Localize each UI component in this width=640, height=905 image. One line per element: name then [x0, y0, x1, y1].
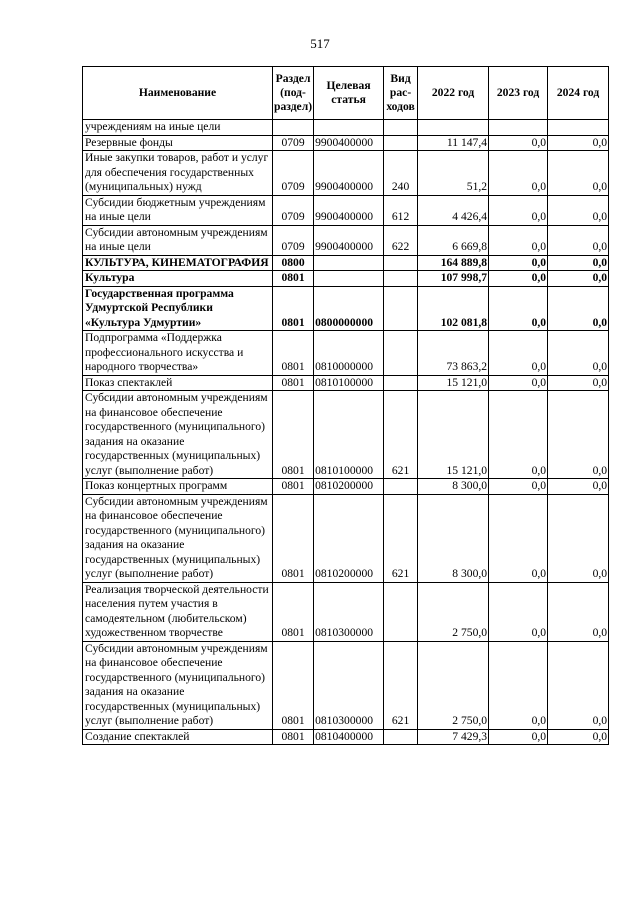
row-name: учреждениям на иные цели [83, 120, 273, 136]
row-value-2023: 0,0 [489, 225, 548, 255]
row-section: 0709 [273, 225, 314, 255]
row-section: 0709 [273, 151, 314, 196]
table-row [83, 286, 609, 331]
row-value-2022: 2 750,0 [418, 582, 489, 641]
row-value-2023: 0,0 [489, 582, 548, 641]
table-row [83, 271, 609, 287]
row-expense-type: 621 [384, 641, 418, 729]
table-row [83, 582, 609, 641]
row-target: 9900400000 [314, 151, 384, 196]
row-value-2022: 51,2 [418, 151, 489, 196]
row-value-2023: 0,0 [489, 195, 548, 225]
row-target [314, 271, 384, 287]
row-value-2022: 8 300,0 [418, 494, 489, 582]
row-target: 0800000000 [314, 286, 384, 331]
row-section: 0801 [273, 582, 314, 641]
row-value-2023: 0,0 [489, 494, 548, 582]
row-target: 9900400000 [314, 195, 384, 225]
row-target: 0810000000 [314, 331, 384, 376]
table-row [83, 255, 609, 271]
row-value-2023: 0,0 [489, 271, 548, 287]
row-expense-type: 612 [384, 195, 418, 225]
row-value-2023 [489, 120, 548, 136]
row-value-2022: 6 669,8 [418, 225, 489, 255]
row-section [273, 120, 314, 136]
row-name: КУЛЬТУРА, КИНЕМАТОГРАФИЯ [83, 255, 273, 271]
row-name: Государственная программа Удмуртской Республики «Культура Удмуртии» [83, 286, 273, 331]
row-value-2022: 11 147,4 [418, 135, 489, 151]
row-value-2023: 0,0 [489, 641, 548, 729]
row-name: Показ концертных программ [83, 479, 273, 495]
row-target: 9900400000 [314, 135, 384, 151]
row-value-2022: 7 429,3 [418, 729, 489, 745]
row-value-2022: 4 426,4 [418, 195, 489, 225]
row-value-2024 [548, 120, 609, 136]
header-section: Раздел (под-раздел) [273, 67, 314, 120]
budget-table [82, 66, 609, 745]
table-row [83, 494, 609, 582]
table-row [83, 225, 609, 255]
row-name: Резервные фонды [83, 135, 273, 151]
row-value-2024: 0,0 [548, 225, 609, 255]
row-value-2023: 0,0 [489, 391, 548, 479]
row-expense-type [384, 331, 418, 376]
row-expense-type: 240 [384, 151, 418, 196]
row-value-2023: 0,0 [489, 151, 548, 196]
row-value-2023: 0,0 [489, 479, 548, 495]
row-name: Культура [83, 271, 273, 287]
row-name: Создание спектаклей [83, 729, 273, 745]
row-expense-type [384, 286, 418, 331]
row-value-2023: 0,0 [489, 331, 548, 376]
table-body [83, 120, 609, 745]
row-value-2023: 0,0 [489, 255, 548, 271]
row-value-2024: 0,0 [548, 479, 609, 495]
table-row [83, 729, 609, 745]
row-value-2023: 0,0 [489, 286, 548, 331]
row-value-2023: 0,0 [489, 729, 548, 745]
row-section: 0801 [273, 271, 314, 287]
row-expense-type [384, 135, 418, 151]
header-name: Наименование [83, 67, 273, 120]
row-target: 0810400000 [314, 729, 384, 745]
row-value-2024: 0,0 [548, 729, 609, 745]
row-section: 0801 [273, 494, 314, 582]
row-value-2022: 102 081,8 [418, 286, 489, 331]
row-name: Показ спектаклей [83, 375, 273, 391]
header-expense-type: Вид рас-ходов [384, 67, 418, 120]
row-name: Субсидии автономным учреждениям на иные цели [83, 225, 273, 255]
header-2023: 2023 год [489, 67, 548, 120]
row-target: 9900400000 [314, 225, 384, 255]
row-expense-type [384, 255, 418, 271]
page-number: 517 [310, 36, 330, 51]
header-2024: 2024 год [548, 67, 609, 120]
row-expense-type [384, 120, 418, 136]
row-expense-type: 622 [384, 225, 418, 255]
row-expense-type [384, 479, 418, 495]
row-expense-type: 621 [384, 391, 418, 479]
row-section: 0800 [273, 255, 314, 271]
row-section: 0801 [273, 375, 314, 391]
row-value-2024: 0,0 [548, 135, 609, 151]
header-target: Целевая статья [314, 67, 384, 120]
row-value-2024: 0,0 [548, 494, 609, 582]
row-name: Иные закупки товаров, работ и услуг для обеспечения государственных (муниципальных) нужд [83, 151, 273, 196]
row-value-2022: 15 121,0 [418, 375, 489, 391]
row-name: Подпрограмма «Поддержка профессионального искусства и народного творчества» [83, 331, 273, 376]
row-target: 0810300000 [314, 582, 384, 641]
row-target [314, 120, 384, 136]
row-name: Субсидии автономным учреждениям на финансовое обеспечение государственного (муниципального) задания на оказание государственных (муниципальных) услуг (выполнение работ) [83, 391, 273, 479]
row-value-2022: 107 998,7 [418, 271, 489, 287]
row-name: Субсидии бюджетным учреждениям на иные цели [83, 195, 273, 225]
row-value-2024: 0,0 [548, 195, 609, 225]
row-value-2024: 0,0 [548, 375, 609, 391]
table-row [83, 391, 609, 479]
table-row [83, 151, 609, 196]
row-name: Субсидии автономным учреждениям на финансовое обеспечение государственного (муниципального) задания на оказание государственных (муниципальных) услуг (выполнение работ) [83, 494, 273, 582]
row-value-2023: 0,0 [489, 135, 548, 151]
row-expense-type [384, 271, 418, 287]
row-section: 0709 [273, 195, 314, 225]
row-section: 0801 [273, 286, 314, 331]
row-value-2024: 0,0 [548, 271, 609, 287]
table-row [83, 135, 609, 151]
table-row [83, 375, 609, 391]
row-value-2024: 0,0 [548, 255, 609, 271]
row-value-2023: 0,0 [489, 375, 548, 391]
row-section: 0801 [273, 641, 314, 729]
row-section: 0709 [273, 135, 314, 151]
row-value-2022: 164 889,8 [418, 255, 489, 271]
table-row [83, 331, 609, 376]
row-value-2022: 15 121,0 [418, 391, 489, 479]
row-expense-type [384, 729, 418, 745]
row-value-2024: 0,0 [548, 391, 609, 479]
row-target: 0810100000 [314, 375, 384, 391]
row-value-2024: 0,0 [548, 331, 609, 376]
row-target: 0810300000 [314, 641, 384, 729]
row-name: Субсидии автономным учреждениям на финансовое обеспечение государственного (муниципального) задания на оказание государственных (муниципальных) услуг (выполнение работ) [83, 641, 273, 729]
row-expense-type [384, 582, 418, 641]
table-row [83, 479, 609, 495]
row-value-2022: 73 863,2 [418, 331, 489, 376]
row-value-2024: 0,0 [548, 286, 609, 331]
row-target [314, 255, 384, 271]
row-section: 0801 [273, 391, 314, 479]
row-value-2022: 2 750,0 [418, 641, 489, 729]
table-row [83, 641, 609, 729]
row-target: 0810200000 [314, 494, 384, 582]
header-2022: 2022 год [418, 67, 489, 120]
row-name: Реализация творческой деятельности населения путем участия в самодеятельном (любительском) художественном творчестве [83, 582, 273, 641]
row-value-2024: 0,0 [548, 582, 609, 641]
row-target: 0810100000 [314, 391, 384, 479]
row-value-2022 [418, 120, 489, 136]
table-row [83, 195, 609, 225]
row-target: 0810200000 [314, 479, 384, 495]
row-section: 0801 [273, 479, 314, 495]
row-section: 0801 [273, 331, 314, 376]
row-section: 0801 [273, 729, 314, 745]
row-expense-type: 621 [384, 494, 418, 582]
row-expense-type [384, 375, 418, 391]
row-value-2024: 0,0 [548, 641, 609, 729]
row-value-2024: 0,0 [548, 151, 609, 196]
table-header-row [83, 67, 609, 120]
row-value-2022: 8 300,0 [418, 479, 489, 495]
table-row [83, 120, 609, 136]
